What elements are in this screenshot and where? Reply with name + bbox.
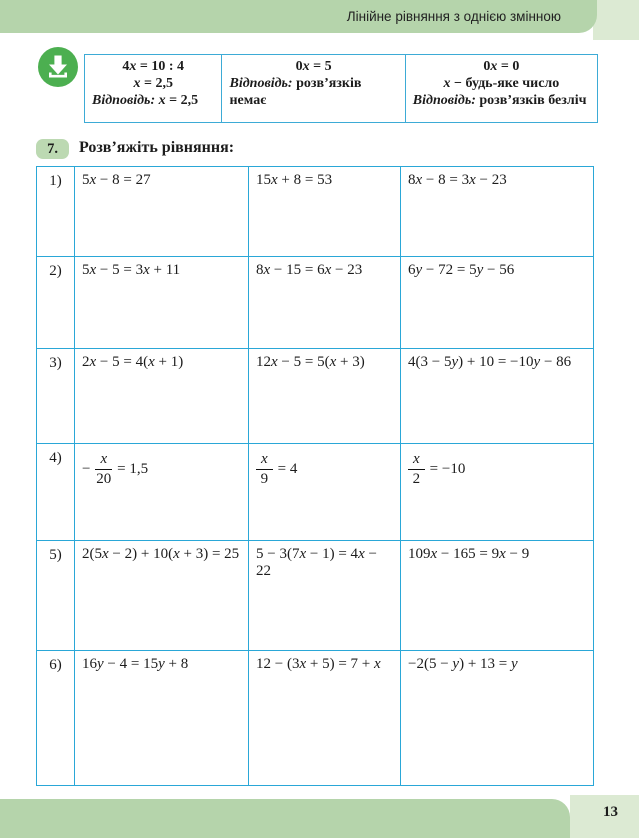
- equation: 2(5x − 2) + 10(x + 3) = 25: [82, 546, 240, 562]
- fraction-denominator: 9: [260, 470, 269, 487]
- footer-bar: [0, 799, 570, 838]
- table-row: [37, 541, 594, 651]
- page-title: Лінійне рівняння з однією змінною: [346, 9, 561, 24]
- equation-cell: [75, 167, 249, 257]
- example-equation: 4x = 10 : 4: [122, 59, 185, 74]
- fraction: [408, 451, 425, 487]
- fraction-prefix: −: [82, 460, 91, 477]
- download-icon: [37, 46, 79, 88]
- answer-text: розв’язків безліч: [475, 93, 587, 109]
- fraction-suffix: = −10: [429, 460, 466, 477]
- equation-cell: [75, 349, 249, 444]
- answer-label: Відповідь:: [412, 93, 476, 109]
- table-row: [37, 167, 594, 257]
- equation-with-fraction: [408, 449, 586, 487]
- answer-label: Відповідь:: [229, 76, 293, 92]
- table-row: [37, 257, 594, 349]
- fraction-numerator: x: [95, 451, 112, 470]
- row-number: 4): [37, 444, 75, 541]
- row-number: 2): [37, 257, 75, 349]
- equation-cell: [401, 257, 594, 349]
- row-number: 6): [37, 651, 75, 786]
- example-column: [222, 55, 405, 122]
- example-answer: [92, 92, 214, 109]
- fraction-numerator: x: [256, 451, 273, 470]
- equation-cell: [249, 257, 401, 349]
- table-row: [37, 444, 594, 541]
- fraction: [256, 451, 273, 487]
- row-number: 1): [37, 167, 75, 257]
- fraction-denominator: 2: [412, 470, 421, 487]
- equation-cell: [249, 349, 401, 444]
- answer-text: розв’язків немає: [229, 76, 362, 109]
- fraction-denominator: 20: [96, 470, 112, 487]
- equations-table: [36, 166, 594, 786]
- answer-text: x = 2,5: [158, 93, 199, 109]
- equation-with-fraction: [256, 449, 393, 487]
- task-label: Розв’яжіть рівняння:: [79, 139, 235, 156]
- examples-box: [84, 54, 598, 123]
- example-column: [406, 55, 597, 122]
- table-row: [37, 651, 594, 786]
- equation: 6y − 72 = 5y − 56: [408, 262, 515, 278]
- equation-with-fraction: [82, 449, 241, 487]
- header-bar: [0, 0, 597, 33]
- answer-label: Відповідь:: [92, 93, 156, 109]
- equation-cell: [401, 349, 594, 444]
- example-column: [85, 55, 222, 122]
- top-right-corner-background: [593, 0, 639, 40]
- equation: 15x + 8 = 53: [256, 172, 333, 188]
- equation: 12 − (3x + 5) = 7 + x: [256, 656, 381, 672]
- example-equation: x = 2,5: [133, 76, 173, 92]
- example-answer: [413, 92, 590, 109]
- equation: 2x − 5 = 4(x + 1): [82, 354, 184, 370]
- equation-cell: [249, 167, 401, 257]
- equation: 5 − 3(7x − 1) = 4x − 22: [256, 546, 377, 579]
- fraction: [95, 451, 112, 487]
- equation-cell: [75, 651, 249, 786]
- equation-cell: [401, 444, 594, 541]
- task-number-badge: 7.: [36, 139, 69, 159]
- example-equation: x − будь-яке число: [443, 76, 560, 92]
- equation: 109x − 165 = 9x − 9: [408, 546, 530, 562]
- example-equation: 0x = 0: [483, 59, 520, 74]
- example-equation: 0x = 5: [295, 59, 332, 74]
- equation: 8x − 15 = 6x − 23: [256, 262, 363, 278]
- equation-cell: [249, 541, 401, 651]
- equation-cell: [75, 541, 249, 651]
- row-number: 5): [37, 541, 75, 651]
- equation: 12x − 5 = 5(x + 3): [256, 354, 365, 370]
- fraction-numerator: x: [408, 451, 425, 470]
- equation-cell: [401, 167, 594, 257]
- equation: 8x − 8 = 3x − 23: [408, 172, 507, 188]
- page-number: 13: [603, 804, 618, 820]
- row-number: 3): [37, 349, 75, 444]
- equation-cell: [75, 444, 249, 541]
- equation-cell: [249, 651, 401, 786]
- fraction-suffix: = 1,5: [117, 460, 149, 477]
- equation-cell: [249, 444, 401, 541]
- fraction-suffix: = 4: [277, 460, 298, 477]
- table-row: [37, 349, 594, 444]
- equation: 5x − 5 = 3x + 11: [82, 262, 181, 278]
- equation-cell: [401, 541, 594, 651]
- example-answer: [229, 75, 397, 109]
- equation: 4(3 − 5y) + 10 = −10y − 86: [408, 354, 572, 370]
- equation-cell: [75, 257, 249, 349]
- equation-cell: [401, 651, 594, 786]
- equation: −2(5 − y) + 13 = y: [408, 656, 518, 672]
- equation: 5x − 8 = 27: [82, 172, 151, 188]
- equation: 16y − 4 = 15y + 8: [82, 656, 189, 672]
